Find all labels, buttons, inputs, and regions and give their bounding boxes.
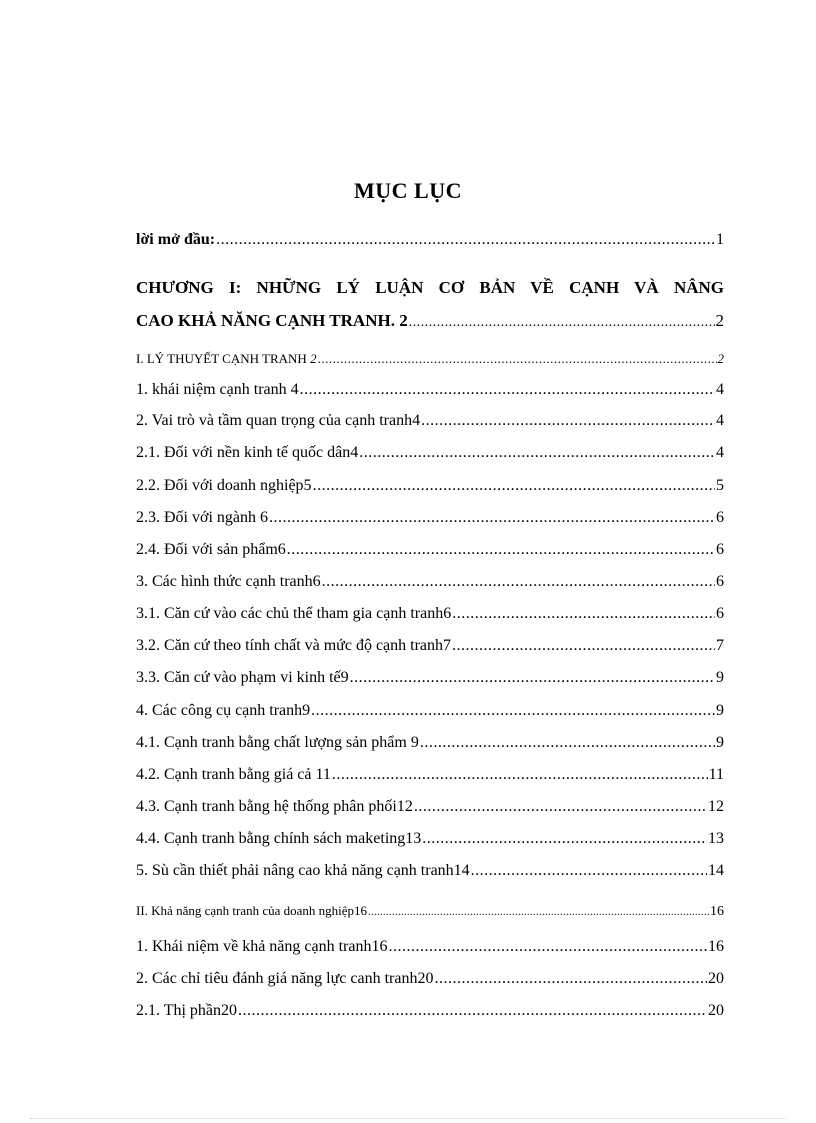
toc-entry[interactable]: [136, 476, 724, 496]
dot-leader: [332, 765, 708, 785]
toc-entry-label: 3. Các hình thức cạnh tranh6: [136, 573, 321, 590]
toc-entry[interactable]: [136, 349, 724, 369]
dot-leader: [238, 1001, 707, 1021]
toc-entry-label: 3.2. Căn cứ theo tính chất và mức độ cạnh tranh7: [136, 637, 452, 654]
toc-entry[interactable]: [136, 668, 724, 688]
toc-entry[interactable]: [136, 797, 724, 817]
dot-leader: [287, 540, 715, 560]
toc-page-number: 9: [716, 669, 724, 686]
dot-leader: [420, 733, 715, 753]
dot-leader: [421, 411, 715, 431]
toc-page-number: 9: [716, 734, 724, 751]
toc-page-number: 2: [715, 311, 724, 330]
toc-entry[interactable]: [136, 508, 724, 528]
toc-entry-chapter[interactable]: [136, 311, 724, 333]
toc-entry-label: 2. Vai trò và tầm quan trọng của cạnh tranh4: [136, 412, 421, 429]
dot-leader: [216, 230, 715, 250]
dot-leader: [452, 636, 715, 656]
chapter-title-line2: CAO KHẢ NĂNG CẠNH TRANH. 2: [136, 311, 408, 330]
toc-entry-intro[interactable]: [136, 230, 724, 250]
toc-entry-label: 4.4. Cạnh tranh bằng chính sách maketing13: [136, 830, 422, 847]
toc-entry-label: 4.2. Cạnh tranh bằng giá cả 11: [136, 766, 331, 783]
toc-entry-label: 2.2. Đối với doanh nghiệp5: [136, 477, 312, 494]
toc-entry-label: 2.3. Đối với ngành 6: [136, 509, 269, 526]
toc-page-number: 13: [708, 830, 724, 847]
toc-entry[interactable]: [136, 969, 724, 989]
dot-leader: [300, 380, 715, 400]
toc-entry-label: 1. Khái niệm về khả năng cạnh tranh16: [136, 938, 388, 955]
toc-entry-label: 2.1. Thị phần20: [136, 1002, 238, 1019]
toc-page-number: 16: [708, 938, 724, 955]
toc-entry-label: 2.4. Đối với sản phẩm6: [136, 541, 286, 558]
toc-page-number: 2: [717, 351, 724, 366]
dot-leader: [409, 313, 715, 333]
toc-entry[interactable]: [136, 701, 724, 721]
chapter-title-line1[interactable]: CHƯƠNG I: NHỮNG LÝ LUẬN CƠ BẢN VỀ CẠNH VÀ NÂNG: [136, 278, 724, 297]
toc-page-number: 20: [708, 1002, 724, 1019]
toc-entry[interactable]: [136, 937, 724, 957]
dot-leader: [452, 604, 715, 624]
toc-page-number: 4: [716, 412, 724, 429]
dot-leader: [269, 508, 715, 528]
toc-entry-label: 2. Các chỉ tiêu đánh giá năng lực canh tranh20: [136, 970, 434, 987]
toc-page-number: 14: [708, 862, 724, 879]
toc-entry[interactable]: [136, 604, 724, 624]
page-title: MỤC LỤC: [354, 178, 462, 203]
toc-entry[interactable]: [136, 733, 724, 753]
toc-entry-label: 1. khái niệm cạnh tranh 4: [136, 381, 299, 398]
dot-leader: [318, 349, 717, 369]
toc-page-number: 6: [716, 573, 724, 590]
toc-entry[interactable]: [136, 636, 724, 656]
dot-leader: [322, 572, 715, 592]
toc-entry-label: 4. Các công cụ cạnh tranh9: [136, 702, 311, 719]
dot-leader: [313, 476, 715, 496]
dot-leader: [359, 443, 715, 463]
toc-entry-label: II. Khả năng cạnh tranh của doanh nghiệp16: [136, 903, 368, 918]
dot-leader: [434, 969, 707, 989]
dot-leader: [414, 797, 707, 817]
dot-leader: [471, 861, 707, 881]
toc-entry[interactable]: [136, 411, 724, 431]
dot-leader: [368, 903, 709, 923]
toc-entry[interactable]: [136, 829, 724, 849]
toc-entry[interactable]: [136, 765, 724, 785]
toc-entry-label: 5. Sù cần thiết phải nâng cao khả năng cạnh tranh14: [136, 862, 470, 879]
toc-entry-label: 3.1. Căn cứ vào các chủ thể tham gia cạnh tranh6: [136, 605, 452, 622]
toc-entry-label: 4.1. Cạnh tranh bằng chất lượng sản phẩm 9: [136, 734, 419, 751]
toc-page-number: 6: [716, 605, 724, 622]
toc-entry[interactable]: [136, 540, 724, 560]
toc-page-number: 12: [708, 798, 724, 815]
page-bottom-edge: [30, 1118, 786, 1119]
toc-entry[interactable]: [136, 861, 724, 881]
toc-page-number: 6: [716, 509, 724, 526]
toc-entry-label: 4.3. Cạnh tranh bằng hệ thống phân phối12: [136, 798, 413, 815]
dot-leader: [388, 937, 707, 957]
toc-page-number: 20: [708, 970, 724, 987]
toc-page-number: 4: [716, 444, 724, 461]
toc-page-number: 7: [716, 637, 724, 654]
toc-page-number: 11: [708, 766, 724, 783]
toc-entry[interactable]: [136, 901, 724, 923]
toc-entry-label: 3.3. Căn cứ vào phạm vi kinh tế9: [136, 669, 349, 686]
toc-entry-label: lời mở đầu:: [136, 231, 216, 248]
dot-leader: [422, 829, 707, 849]
toc-page-number: 5: [716, 477, 724, 494]
toc-page-number: 1: [716, 231, 724, 248]
toc-entry[interactable]: [136, 1001, 724, 1021]
toc-page-number: 4: [716, 381, 724, 398]
toc-entry[interactable]: [136, 572, 724, 592]
toc-entry-label: I. LÝ THUYẾT CẠNH TRANH 2: [136, 351, 317, 366]
toc-page-number: 6: [716, 541, 724, 558]
toc-entry-label: 2.1. Đối với nền kinh tế quốc dân4: [136, 444, 359, 461]
dot-leader: [311, 701, 715, 721]
toc-page-number: 9: [716, 702, 724, 719]
dot-leader: [350, 668, 715, 688]
toc-entry[interactable]: [136, 380, 724, 400]
toc-page-number: 16: [710, 904, 724, 919]
toc-entry[interactable]: [136, 443, 724, 463]
